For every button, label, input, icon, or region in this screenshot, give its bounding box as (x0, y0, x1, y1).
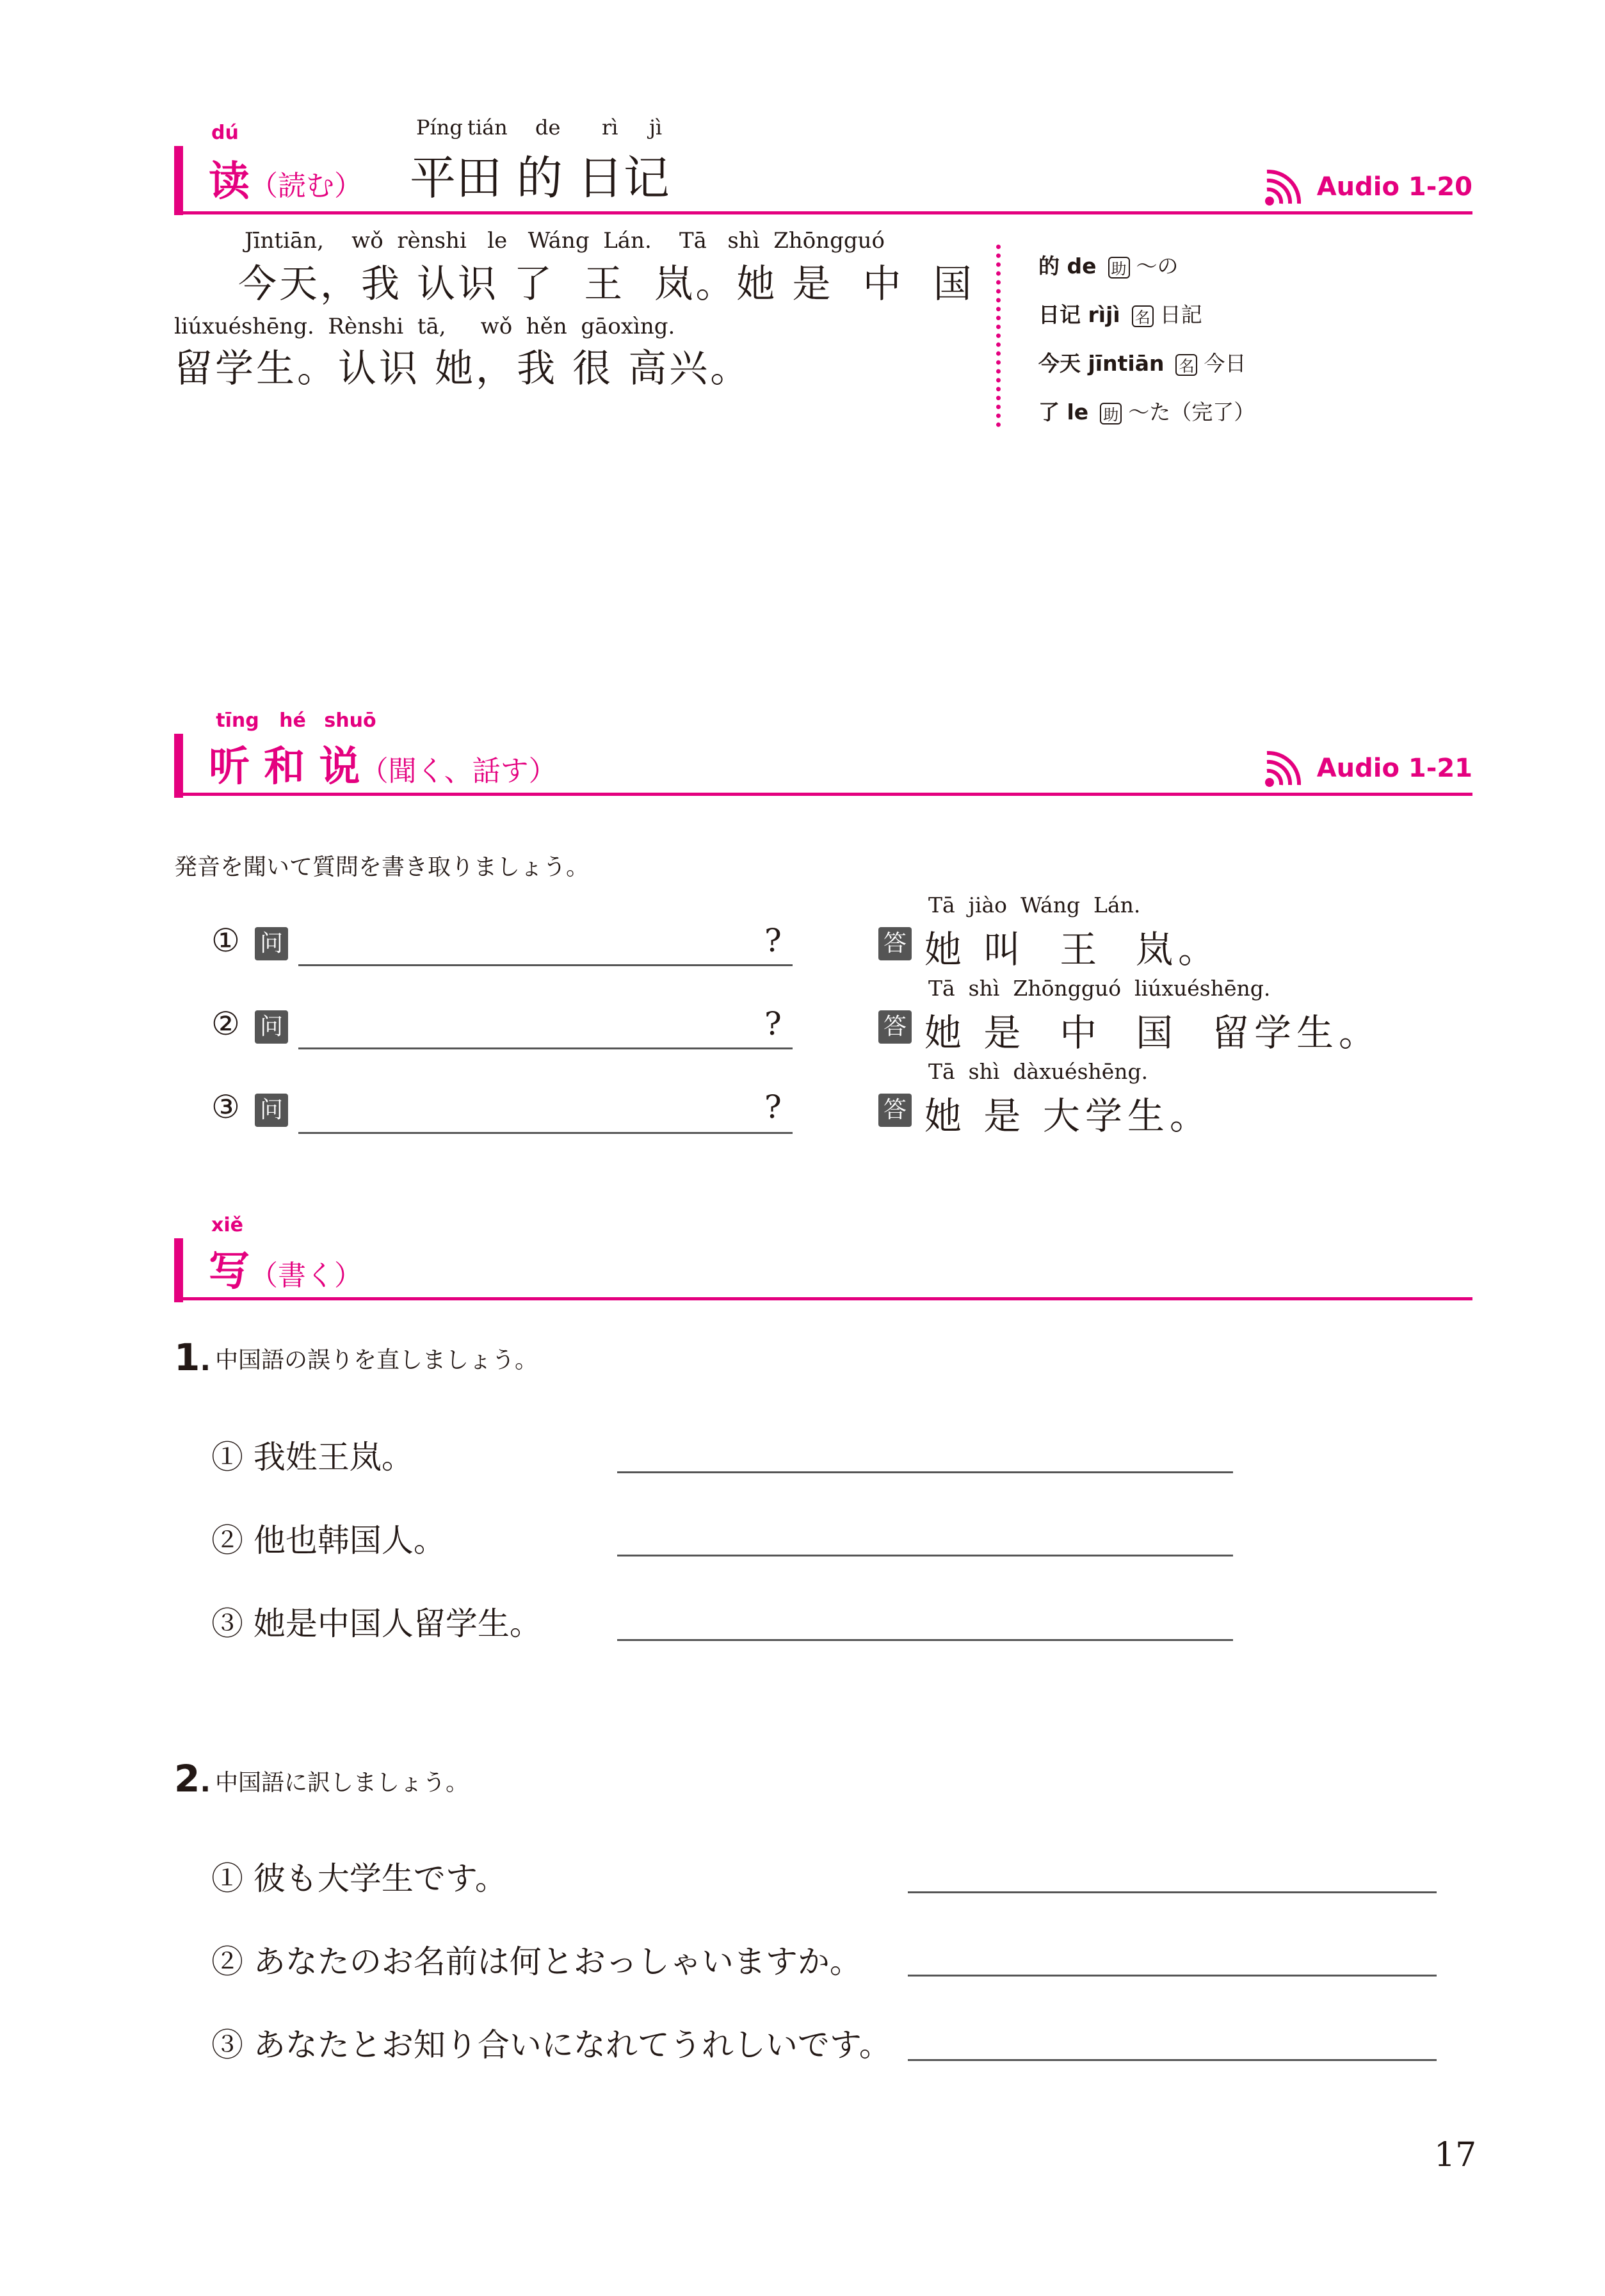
a2-pinyin: Tā shì Zhōngguó liúxuéshēng. (928, 976, 1271, 1001)
listening-ruby-2: hé (279, 709, 306, 732)
a3-answer: 她 是 大学生。 (924, 1094, 1212, 1138)
ex1-item-3-answer-line[interactable] (617, 1639, 1233, 1641)
listening-ruby-3: shuō (324, 709, 376, 732)
ex2-item-3: ③ あなたとお知り合いになれてうれしいです。 (211, 2026, 891, 2064)
a2-answer-label: 答 (878, 1010, 912, 1044)
q3-question-label: 问 (255, 1094, 288, 1127)
reading-ruby: dú (211, 122, 239, 144)
q3-number: ③ (211, 1088, 240, 1126)
writing-section-header (174, 1214, 1472, 1304)
audio-label: Audio 1-20 (1316, 172, 1472, 202)
ex2-item-2-answer-line[interactable] (908, 1975, 1437, 1977)
ex1-item-1: ① 我姓王岚。 (211, 1439, 414, 1476)
reading-line2: 留学生。认识 她，我 很 高兴。 (174, 346, 752, 391)
vocab-item-4: 了 le 助 ～た（完了） (1038, 400, 1255, 424)
q1-question-mark: ? (764, 922, 782, 959)
ex1-item-2: ② 他也韩国人。 (211, 1522, 446, 1559)
reading-line1-pinyin: Jīntiān, wǒ rènshi le Wáng Lán. Tā shì Zhōngguó (245, 228, 885, 254)
a3-pinyin: Tā shì dàxuéshēng. (928, 1059, 1149, 1084)
a1-answer-label: 答 (878, 927, 912, 960)
audio-badge-1-20[interactable] (1264, 168, 1472, 206)
reading-header-hanzi: 读 (209, 158, 250, 206)
audio-badge-1-21[interactable] (1264, 749, 1472, 788)
q2-question-label: 问 (255, 1010, 288, 1044)
ex1-item-2-answer-line[interactable] (617, 1555, 1233, 1556)
title-pinyin-1: Píng (416, 115, 463, 140)
ex2-item-2: ② あなたのお名前は何とおっしゃいますか。 (211, 1943, 862, 1980)
listening-instruction: 発音を聞いて質問を書き取りましょう。 (174, 854, 590, 880)
exercise-1-instruction: 中国語の誤りを直しましょう。 (215, 1347, 538, 1373)
q3-answer-line[interactable] (298, 1132, 793, 1134)
title-pinyin-2: tián (467, 115, 508, 140)
a1-answer: 她 叫 王 岚。 (924, 928, 1221, 971)
writing-header-sub: （書く） (250, 1259, 362, 1292)
vocab-item-2: 日记 rìjì 名 日記 (1038, 302, 1202, 327)
vocab-divider (996, 245, 1001, 427)
listening-section-header (174, 709, 1472, 799)
exercise-2-number: 2. (174, 1757, 211, 1800)
audio-label: Audio 1-21 (1316, 754, 1472, 783)
writing-header-hanzi: 写 (209, 1248, 250, 1295)
listening-ruby-1: tīng (216, 709, 259, 732)
q1-answer-line[interactable] (298, 964, 793, 966)
writing-ruby: xiě (211, 1214, 243, 1236)
q1-question-label: 问 (255, 927, 288, 960)
vocab-item-3: 今天 jīntiān 名 今日 (1038, 351, 1246, 376)
q1-number: ① (211, 922, 240, 959)
q2-number: ② (211, 1005, 240, 1042)
reading-line1: 今天，我 认识 了 王 岚。她 是 中 国 (238, 262, 974, 307)
audio-signal-icon (1264, 749, 1309, 788)
reading-title: 平田 的 日记 (410, 151, 670, 205)
ex1-item-1-answer-line[interactable] (617, 1471, 1233, 1473)
exercise-2-instruction: 中国語に訳しましょう。 (215, 1770, 469, 1796)
ex1-item-3: ③ 她是中国人留学生。 (211, 1605, 542, 1642)
reading-header-sub: （読む） (250, 170, 362, 202)
a3-answer-label: 答 (878, 1094, 912, 1127)
title-pinyin-5: jì (649, 115, 663, 140)
listening-header-sub: （聞く、話す） (360, 755, 557, 788)
q2-question-mark: ? (764, 1005, 782, 1042)
q2-answer-line[interactable] (298, 1047, 793, 1049)
reading-line2-pinyin: liúxuéshēng. Rènshi tā, wǒ hěn gāoxìng. (174, 314, 675, 339)
ex2-item-1: ① 彼も大学生です。 (211, 1860, 507, 1897)
page-number: 17 (1434, 2136, 1477, 2174)
ex2-item-1-answer-line[interactable] (908, 1891, 1437, 1893)
ex2-item-3-answer-line[interactable] (908, 2059, 1437, 2061)
vocab-item-1: 的 de 助 ～の (1038, 254, 1179, 279)
title-pinyin-4: rì (602, 115, 618, 140)
audio-signal-icon (1264, 168, 1309, 206)
listening-header-hanzi: 听 和 说 (209, 743, 360, 791)
exercise-1-number: 1. (174, 1336, 211, 1379)
a2-answer: 她 是 中 国 留学生。 (924, 1011, 1382, 1055)
q3-question-mark: ? (764, 1088, 782, 1126)
reading-section-header (174, 122, 1472, 218)
title-pinyin-3: de (535, 115, 561, 140)
a1-pinyin: Tā jiào Wáng Lán. (928, 893, 1141, 918)
